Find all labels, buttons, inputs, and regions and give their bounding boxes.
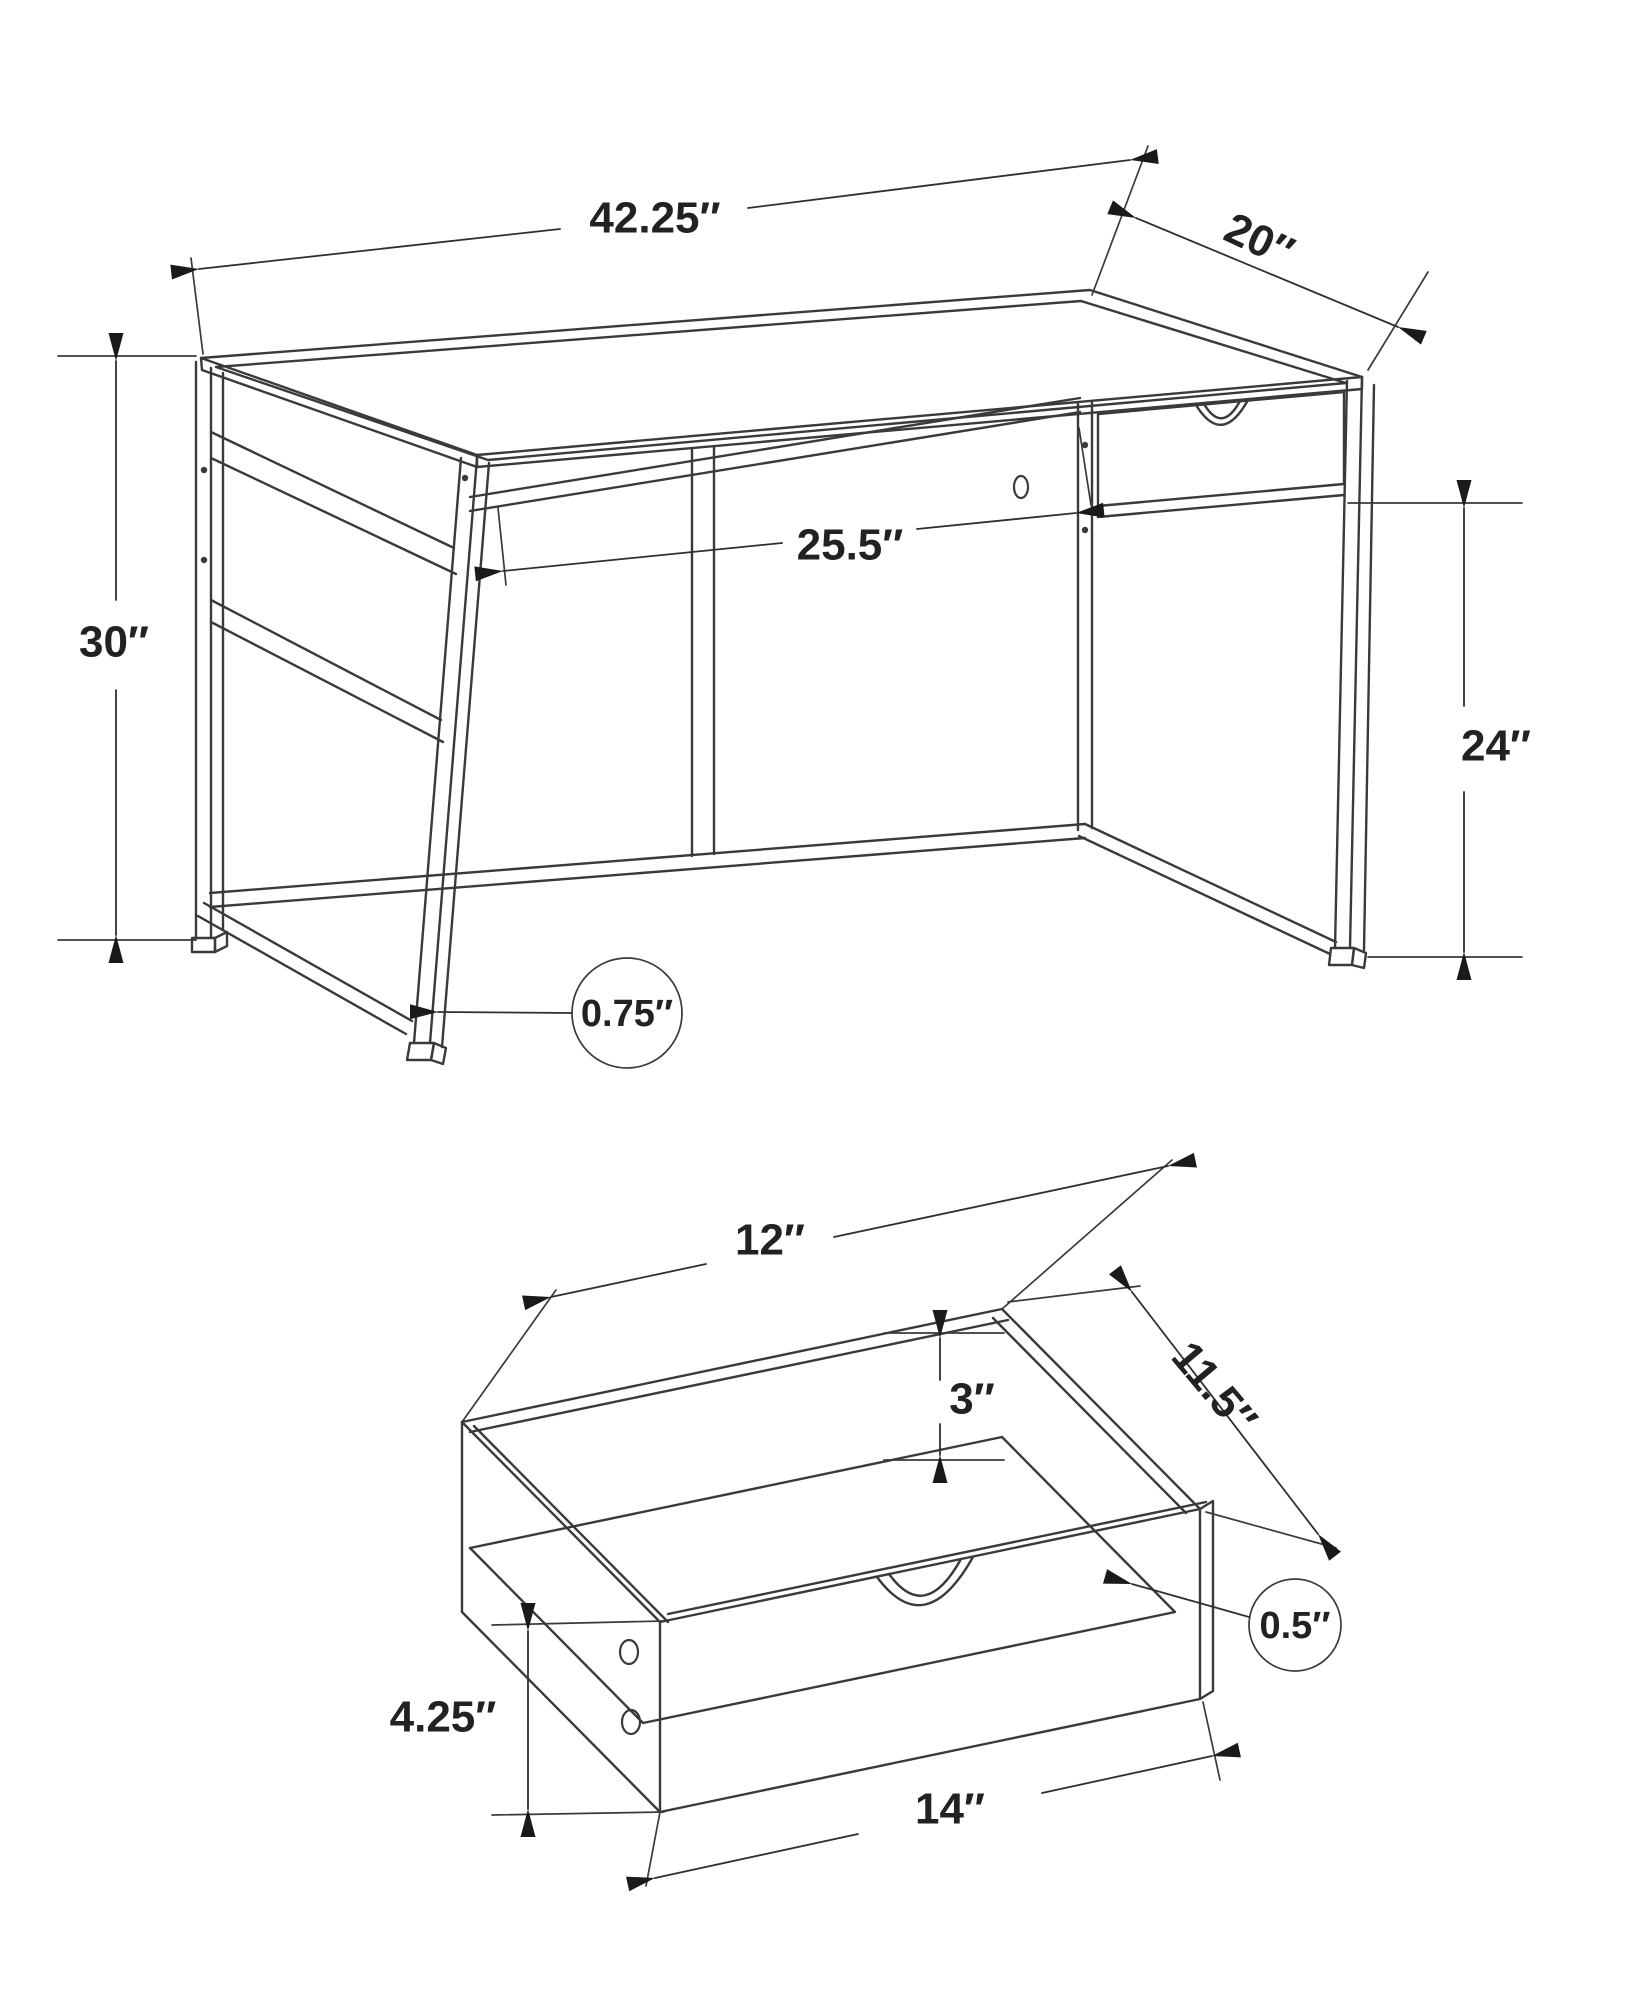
- desk-front-left-leg: [407, 458, 489, 1064]
- drawer-front-width-label: 14″: [914, 1784, 986, 1834]
- drawer-figure: [390, 1160, 1341, 1886]
- drawer-front-height-label: 4.25″: [389, 1692, 497, 1742]
- desk-frame-thickness-label: 0.75″: [580, 993, 674, 1036]
- desk-center-post: [692, 446, 714, 856]
- desk-bottom-stretchers: [198, 824, 1336, 1034]
- desk-height-label: 30″: [78, 617, 150, 667]
- drawer-back-panel: [462, 1309, 1008, 1548]
- dim-desk-height: [58, 356, 196, 940]
- drawer-inner-width-label: 12″: [734, 1215, 806, 1265]
- drawer-front-panel: [660, 1501, 1213, 1812]
- desk-drawer-support-post: [1078, 403, 1092, 830]
- dim-drawer-front-width: [646, 1702, 1220, 1886]
- drawer-panel-thickness-label: 0.5″: [1259, 1605, 1331, 1648]
- drawer-depth-label: 11.5″: [1161, 1332, 1267, 1444]
- desk-back-left-leg: [192, 362, 227, 952]
- desk-depth-label: 20″: [1217, 203, 1302, 278]
- desk-right-leg: [1329, 377, 1374, 968]
- dim-desk-knee-clearance: [498, 508, 1076, 585]
- dim-desk-depth: [1136, 203, 1428, 370]
- dim-desk-leg-clearance: [1348, 503, 1531, 957]
- dim-desk-frame-thickness: [438, 958, 682, 1068]
- desk-drawer-front: [1098, 392, 1344, 517]
- desk-width-label: 42.25″: [589, 193, 721, 243]
- drawer-floor: [470, 1437, 1175, 1723]
- desk-left-side-rails: [211, 432, 456, 742]
- dim-drawer-panel-thickness: [1132, 1579, 1341, 1671]
- dim-drawer-inner-width: [462, 1160, 1172, 1422]
- desk-figure: [58, 146, 1531, 1068]
- desk-top: [201, 290, 1362, 467]
- drawer-back-height-label: 3″: [949, 1374, 995, 1424]
- desk-knee-clearance-label: 25.5″: [796, 520, 904, 570]
- drawer-left-wall: [462, 1422, 668, 1812]
- desk-leg-clearance-label: 24″: [1460, 721, 1532, 771]
